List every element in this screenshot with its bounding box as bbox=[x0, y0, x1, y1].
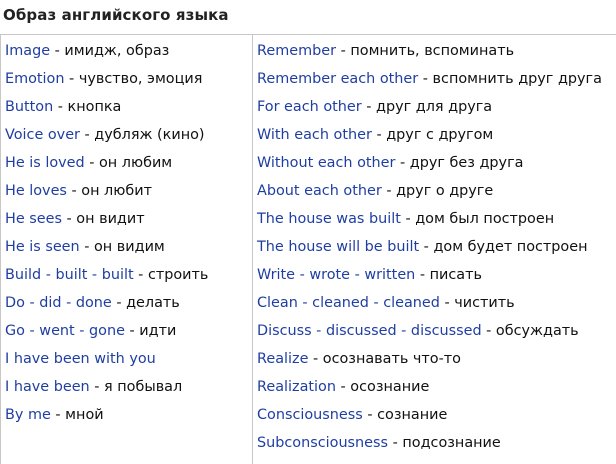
vocab-row bbox=[5, 401, 104, 429]
vocab-row bbox=[257, 429, 501, 457]
vocab-row bbox=[5, 289, 180, 317]
english-term: Realize bbox=[257, 351, 309, 367]
vocab-row bbox=[5, 373, 182, 401]
russian-translation: - друг для друга bbox=[361, 99, 493, 115]
vocab-row bbox=[257, 261, 482, 289]
vocab-row bbox=[257, 37, 514, 65]
vocab-row bbox=[257, 345, 461, 373]
vocabulary-table bbox=[0, 34, 616, 464]
russian-translation: - сознание bbox=[362, 407, 448, 423]
russian-translation: - дом будет построен bbox=[419, 239, 588, 255]
vocab-row bbox=[257, 233, 588, 261]
english-term: He loves bbox=[5, 183, 67, 199]
english-term: Subconsciousness bbox=[257, 435, 389, 451]
vocab-row bbox=[5, 65, 202, 93]
english-term: By me bbox=[5, 407, 51, 423]
russian-translation: - он видит bbox=[61, 211, 145, 227]
english-term: Image bbox=[5, 43, 51, 59]
russian-translation: - он видим bbox=[79, 239, 165, 255]
russian-translation: - он любит bbox=[66, 183, 152, 199]
vocab-row bbox=[5, 345, 156, 373]
english-term: Realization bbox=[257, 379, 336, 395]
vocab-row bbox=[5, 93, 121, 121]
english-term: I have been bbox=[5, 379, 90, 395]
vocab-row bbox=[5, 149, 172, 177]
russian-translation: - он любим bbox=[84, 155, 173, 171]
english-term: Discuss - discussed - discussed bbox=[257, 323, 482, 339]
left-column bbox=[1, 35, 253, 464]
english-term: Write - wrote - written bbox=[257, 267, 416, 283]
russian-translation: - друг о друге bbox=[381, 183, 494, 199]
russian-translation: - кнопка bbox=[53, 99, 122, 115]
russian-translation: - имидж, образ bbox=[50, 43, 170, 59]
vocab-row bbox=[257, 205, 554, 233]
english-term: With each other bbox=[257, 127, 372, 143]
english-term: Button bbox=[5, 99, 54, 115]
english-term: The house will be built bbox=[257, 239, 420, 255]
russian-translation: - дубляж (кино) bbox=[79, 127, 205, 143]
vocab-row bbox=[257, 289, 515, 317]
vocab-row bbox=[257, 177, 493, 205]
english-term: Do - did - done bbox=[5, 295, 112, 311]
page-title: Образ английского языка bbox=[3, 6, 229, 24]
vocab-row bbox=[257, 401, 447, 429]
english-term: I have been with you bbox=[5, 351, 156, 367]
russian-translation: - осознание bbox=[335, 379, 430, 395]
russian-translation: - я побывал bbox=[89, 379, 183, 395]
english-term: Voice over bbox=[5, 127, 80, 143]
english-term: Consciousness bbox=[257, 407, 363, 423]
english-term: He is seen bbox=[5, 239, 80, 255]
english-term: He sees bbox=[5, 211, 62, 227]
english-term: Go - went - gone bbox=[5, 323, 125, 339]
english-term: The house was built bbox=[257, 211, 401, 227]
english-term: Clean - cleaned - cleaned bbox=[257, 295, 440, 311]
vocab-row bbox=[257, 373, 429, 401]
vocab-row bbox=[5, 205, 145, 233]
vocab-row bbox=[257, 149, 523, 177]
vocab-row bbox=[5, 37, 169, 65]
vocab-row bbox=[257, 93, 492, 121]
right-column bbox=[253, 35, 616, 464]
vocab-row bbox=[5, 261, 208, 289]
russian-translation: - делать bbox=[111, 295, 180, 311]
russian-translation: - идти bbox=[124, 323, 177, 339]
vocab-row bbox=[5, 233, 165, 261]
russian-translation: - мной bbox=[50, 407, 104, 423]
vocab-row bbox=[257, 317, 579, 345]
russian-translation: - чувство, эмоция bbox=[64, 71, 203, 87]
russian-translation: - осознавать что-то bbox=[308, 351, 461, 367]
english-term: About each other bbox=[257, 183, 382, 199]
russian-translation: - помнить, вспоминать bbox=[336, 43, 515, 59]
russian-translation: - друг без друга bbox=[395, 155, 524, 171]
english-term: For each other bbox=[257, 99, 362, 115]
english-term: Emotion bbox=[5, 71, 65, 87]
vocab-row bbox=[5, 317, 176, 345]
russian-translation: - писать bbox=[415, 267, 482, 283]
english-term: Remember each other bbox=[257, 71, 419, 87]
english-term: Remember bbox=[257, 43, 337, 59]
vocab-row bbox=[5, 177, 152, 205]
english-term: Build - built - built bbox=[5, 267, 134, 283]
russian-translation: - чистить bbox=[439, 295, 515, 311]
vocab-row bbox=[5, 121, 205, 149]
russian-translation: - вспомнить друг друга bbox=[418, 71, 602, 87]
vocab-row bbox=[257, 65, 602, 93]
russian-translation: - друг с другом bbox=[371, 127, 494, 143]
russian-translation: - строить bbox=[133, 267, 209, 283]
english-term: Without each other bbox=[257, 155, 396, 171]
russian-translation: - дом был построен bbox=[400, 211, 555, 227]
english-term: He is loved bbox=[5, 155, 85, 171]
russian-translation: - обсуждать bbox=[481, 323, 579, 339]
vocab-row bbox=[257, 121, 493, 149]
russian-translation: - подсознание bbox=[388, 435, 501, 451]
